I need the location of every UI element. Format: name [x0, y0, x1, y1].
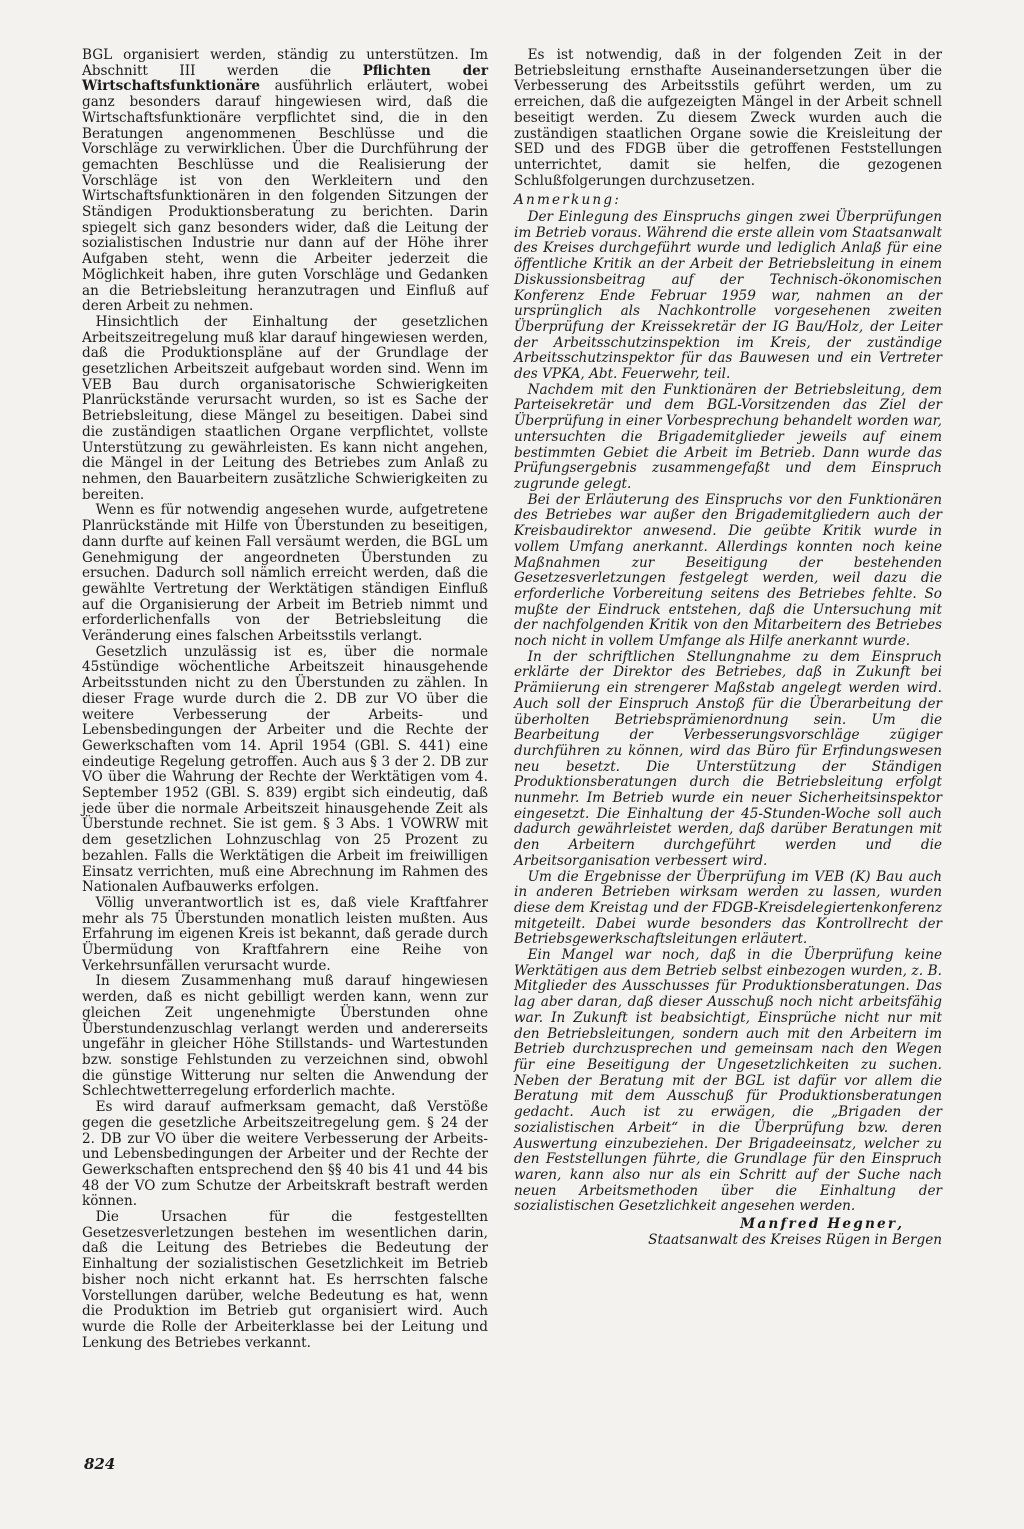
left-paragraph-2: Hinsichtlich der Einhaltung der gesetzlichen Arbeitszeitregelung muß klar darauf hingewiesen werden, daß die Produktionspläne auf der Grundlage der gesetzlichen Arbeitszeit aufgebaut worden sind. Wenn im VEB Bau durch organisatorische Schwierigkeiten Planrückstände verursacht wurden, so ist es Sache der Betriebsleitung, diese Mängel zu beseitigen. Dabei sind die zuständigen staatlichen Organe verpflichtet, vollste Unterstützung zu gewährleisten. Es kann nicht angehen, die Mängel in der Leitung des Betriebes zum Anlaß zu nehmen, den Bauarbeitern zusätzliche Schwierigkeiten zu bereiten.: [82, 313, 488, 503]
left-paragraph-6: In diesem Zusammenhang muß darauf hingewiesen werden, daß es nicht gebilligt werden kann, wenn zur gleichen Zeit ungenehmigte Überstunden ohne Überstundenzuschlag verlangt werden und andererseits ungefähr in gleicher Höhe Stillstands- und Wartestunden bzw. sonstige Fehlstunden zu verzeichnen sind, obwohl die günstige Witterung nur selten die Anwendung der Schlechtwetterregelung erforderlich machte.: [82, 973, 488, 1100]
remark-paragraph-5: Um die Ergebnisse der Überprüfung im VEB (K) Bau auch in anderen Betrieben wirksam werden zu lassen, wurden diese dem Kreistag und der FDGB-Kreisdelegiertenkonferenz mitgeteilt. Dabei wurde besonders das Kontrollrecht der Betriebsgewerkschaftsleitungen erläutert.: [514, 868, 942, 948]
left-paragraph-7: Es wird darauf aufmerksam gemacht, daß Verstöße gegen die gesetzliche Arbeitszeitregelung gem. § 24 der 2. DB zur VO über die weitere Verbesserung der Arbeits- und Lebensbedingungen der Arbeiter und der Rechte der Gewerkschaften entsprechend den §§ 40 bis 41 und 44 bis 48 der VO zum Schutze der Arbeitskraft bestraft werden können.: [82, 1099, 488, 1210]
remark-heading: Anmerkung:: [514, 192, 622, 209]
right-paragraph-1: Es ist notwendig, daß in der folgenden Zeit in der Betriebsleitung ernsthafte Auseinandersetzungen über die Verbesserung des Arbeitsstils geführt werden, um zu erreichen, daß die aufgezeigten Mängel in der Arbeit schnell beseitigt werden. Zu diesem Zweck wurden auch die zuständigen staatlichen Organe sowie die Kreisleitung der SED und des FDGB über die getroffenen Feststellungen unterrichtet, damit sie helfen, die gezogenen Schlußfolgerungen durchzusetzen.: [514, 47, 942, 189]
bold-phrase: Pflichten der Wirtschaftsfunktionäre: [82, 62, 488, 95]
remark-paragraph-1: Der Einlegung des Einspruchs gingen zwei Überprüfungen im Betrieb voraus. Während die erste allein vom Staatsanwalt des Kreises durchgeführt wurde und lediglich Anlaß für eine öffentliche Kritik an der Arbeit der Betriebsleitung in einem Diskussionsbeitrag auf der Technisch-ökonomischen Konferenz Ende Februar 1959 war, nahmen an der ursprünglich als Nachkontrolle vorgesehenen zweiten Überprüfung der Kreissekretär der IG Bau/Holz, der Leiter der Arbeitsschutzinspektion im Kreis, der zuständige Arbeitsschutzinspektor für das Bauwesen und ein Vertreter des VPKA, Abt. Feuerwehr, teil.: [514, 209, 942, 383]
remark-paragraph-6: Ein Mangel war noch, daß in die Überprüfung keine Werktätigen aus dem Betrieb selbst einbezogen wurden, z. B. Mitglieder des Ausschusses für Produktionsberatungen. Das lag aber daran, daß dieser Ausschuß noch nicht arbeitsfähig war. In Zukunft ist beabsichtigt, Einsprüche nicht nur mit den Betriebsleitungen, sondern auch mit den Arbeitern im Betrieb durchzusprechen und gemeinsam nach den Wegen für eine Beseitigung der Ungesetzlichkeiten zu suchen. Neben der Beratung mit der BGL ist dafür vor allem die Beratung mit dem Ausschuß für Produktionsberatungen gedacht. Auch ist zu erwägen, die „Brigaden der sozialistischen Arbeit“ in die Überprüfung bzw. deren Auswertung einzubeziehen. Der Brigadeeinsatz, welcher zu den Feststellungen führte, die Grundlage für den Einspruch waren, kann also nur als ein Schritt auf der Suche nach neuen Arbeitsmethoden über die Einhaltung der sozialistischen Gesetzlichkeit angesehen werden.: [514, 947, 942, 1215]
left-column: [82, 48, 488, 1351]
left-paragraph-5: Völlig unverantwortlich ist es, daß viele Kraftfahrer mehr als 75 Überstunden monatlich leisten mußten. Aus Erfahrung im eigenen Kreis ist bekannt, daß gerade durch Übermüdung von Kraftfahrern eine Reihe von Verkehrsunfällen verursacht wurde.: [82, 894, 488, 974]
remark-paragraph-4: In der schriftlichen Stellungnahme zu dem Einspruch erklärte der Direktor des Betriebes, daß in Zukunft bei Prämiierung ein strengerer Maßstab angelegt werden wird. Auch soll der Einspruch Anstoß für die Überarbeitung der überholten Betriebsprämienordnung sein. Um die Bearbeitung der Verbesserungsvorschläge zügiger durchführen zu können, wird das Büro für Erfindungswesen neu besetzt. Die Unterstützung der Ständigen Produktionsberatungen durch die Betriebsleitung erfolgt nunmehr. Im Betrieb wurde ein neuer Sicherheitsinspektor eingesetzt. Die Einhaltung der 45-Stunden-Woche soll auch dadurch gewährleistet werden, daß darüber Beratungen mit den Arbeitern durchgeführt werden und die Arbeitsorganisation verbessert wird.: [514, 648, 942, 869]
left-paragraph-4: Gesetzlich unzulässig ist es, über die normale 45stündige wöchentliche Arbeitszeit hinausgehende Arbeitsstunden nicht zu den Überstunden zu zählen. In dieser Frage wurde durch die 2. DB zur VO über die weitere Verbesserung der Arbeits- und Lebensbedingungen der Arbeiter und die Rechte der Gewerkschaften vom 14. April 1954 (GBl. S. 441) eine eindeutige Regelung getroffen. Auch aus § 3 der 2. DB zur VO über die Wahrung der Rechte der Werktätigen vom 4. September 1952 (GBl. S. 839) ergibt sich eindeutig, daß jede über die normale Arbeitszeit hinausgehende Zeit als Überstunde rechnet. Sie ist gem. § 3 Abs. 1 VOWRW mit dem gesetzlichen Lohnzuschlag von 25 Prozent zu bezahlen. Falls die Werktätigen die Arbeit im freiwilligen Einsatz verrichten, muß eine Abrechnung im Rahmen des Nationalen Aufbauwerks erfolgen.: [82, 643, 488, 896]
left-paragraph-1: BGL organisiert werden, ständig zu unterstützen. Im Abschnitt III werden die Pflichten der Wirtschaftsfunktionäre ausführlich erläutert, wobei ganz besonders darauf hingewiesen wird, daß die Wirtschaftsfunktionäre verpflichtet sind, die in den Beratungen angenommenen Beschlüsse und die Vorschläge zu verwirklichen. Über die Durchführung der gemachten Beschlüsse und die Realisierung der Vorschläge ist von den Werkleitern und den Wirtschaftsfunktionären in den folgenden Sitzungen der Ständigen Produktionsberatung zu berichten. Darin spiegelt sich ganz besonders wider, daß die Leitung der sozialistischen Industrie nur dann auf der Höhe ihrer Aufgaben steht, wenn die Arbeiter jederzeit die Möglichkeit haben, ihre guten Vorschläge und Gedanken an die Betriebsleitung heranzutragen und Einfluß auf deren Arbeit zu nehmen.: [82, 47, 488, 315]
left-paragraph-8: Die Ursachen für die festgestellten Gesetzesverletzungen bestehen im wesentlichen darin, daß die Leitung des Betriebes die Bedeutung der Einhaltung der sozialistischen Gesetzlichkeit im Betrieb bisher noch nicht erkannt hat. Es herrschten falsche Vorstellungen darüber, welche Bedeutung es hat, wenn die Produktion im Betrieb gut organisiert wird. Auch wurde die Rolle der Arbeiterklasse bei der Leitung und Lenkung des Betriebes verkannt.: [82, 1209, 488, 1351]
page-number: 824: [84, 1455, 116, 1473]
remark-paragraph-2: Nachdem mit den Funktionären der Betriebsleitung, dem Parteisekretär und dem BGL-Vorsitzenden das Ziel der Überprüfung in einer Vorbesprechung behandelt worden war, untersuchten die Brigademitglieder jeweils auf einem bestimmten Gebiet die Arbeit im Betrieb. Dann wurde das Prüfungsergebnis zusammengefaßt und dem Einspruch zugrunde gelegt.: [514, 381, 942, 492]
right-column: [514, 48, 942, 1248]
remark-paragraph-3: Bei der Erläuterung des Einspruchs vor den Funktionären des Betriebes war außer den Brigademitgliedern auch der Kreisbaudirektor anwesend. Die geübte Kritik wurde in vollem Umfang anerkannt. Allerdings konnten noch keine Maßnahmen zur Beseitigung der bestehenden Gesetzesverletzungen festgelegt werden, weil dazu die erforderliche Vorbereitung seitens des Betriebes fehlte. So mußte der Eindruck entstehen, daß die Untersuchung mit der nachfolgenden Kritik von den Mitarbeitern des Betriebes noch nicht in vollem Umfange als Hilfe anerkannt wurde.: [514, 491, 942, 650]
signature-title: Staatsanwalt des Kreises Rügen in Bergen: [648, 1231, 942, 1248]
signature-name: Manfred Hegner,: [740, 1216, 902, 1233]
left-paragraph-3: Wenn es für notwendig angesehen wurde, aufgetretene Planrückstände mit Hilfe von Überstunden zu beseitigen, dann durfte auf keinen Fall versäumt werden, die BGL um Genehmigung der angeordneten Überstunden zu ersuchen. Dadurch soll nämlich erreicht werden, daß die gewählte Vertretung der Werktätigen ständigen Einfluß auf die Organisierung der Arbeit im Betrieb nimmt und erforderlichenfalls von der Betriebsleitung die Veränderung eines falschen Arbeitsstils verlangt.: [82, 502, 488, 645]
